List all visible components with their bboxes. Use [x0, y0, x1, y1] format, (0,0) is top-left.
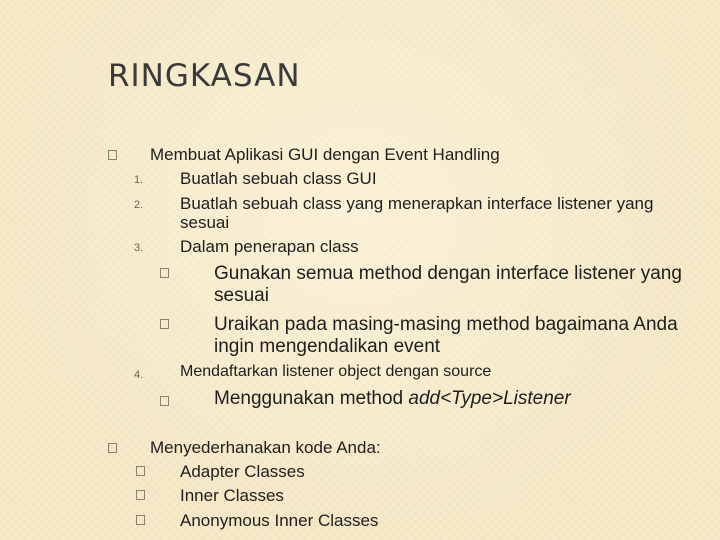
sub-item: Gunakan semua method dengan interface listener yang — [214, 263, 682, 284]
bullet-icon — [136, 490, 145, 500]
bullet-icon — [136, 515, 145, 525]
bullet-icon — [108, 443, 117, 453]
bullet-icon — [136, 466, 145, 476]
list-item: Adapter Classes — [180, 462, 305, 481]
list-item: Buatlah sebuah class GUI — [180, 169, 377, 188]
list-item: Anonymous Inner Classes — [180, 511, 379, 530]
list-item-continuation: sesuai — [180, 213, 230, 232]
sub-item-text: Menggunakan method — [214, 388, 409, 409]
list-number: 2. — [134, 199, 144, 211]
list-number: 4. — [134, 369, 144, 381]
method-name: add<Type>Listener — [408, 388, 571, 409]
bullet-icon — [108, 150, 117, 160]
list-item: Buatlah sebuah class yang menerapkan interface listener yang — [180, 194, 654, 213]
sub-item-continuation: ingin mengendalikan event — [214, 336, 441, 357]
sub-item: Uraikan pada masing-masing method bagaimana Anda — [214, 314, 678, 335]
section2-heading: Menyederhanakan kode Anda: — [150, 438, 381, 457]
bullet-icon — [160, 396, 169, 406]
bullet-icon — [160, 319, 169, 329]
bullet-icon — [160, 268, 169, 278]
list-item: Mendaftarkan listener object dengan source — [180, 363, 492, 380]
list-item: Dalam penerapan class — [180, 237, 359, 256]
list-number: 3. — [134, 242, 144, 254]
sub-item — [214, 386, 571, 411]
sub-item-continuation: sesuai — [214, 285, 269, 306]
list-item: Inner Classes — [180, 486, 284, 505]
section1-heading: Membuat Aplikasi GUI dengan Event Handling — [150, 145, 500, 164]
slide-title: RINGKASAN — [108, 58, 301, 94]
list-number: 1. — [134, 174, 144, 186]
